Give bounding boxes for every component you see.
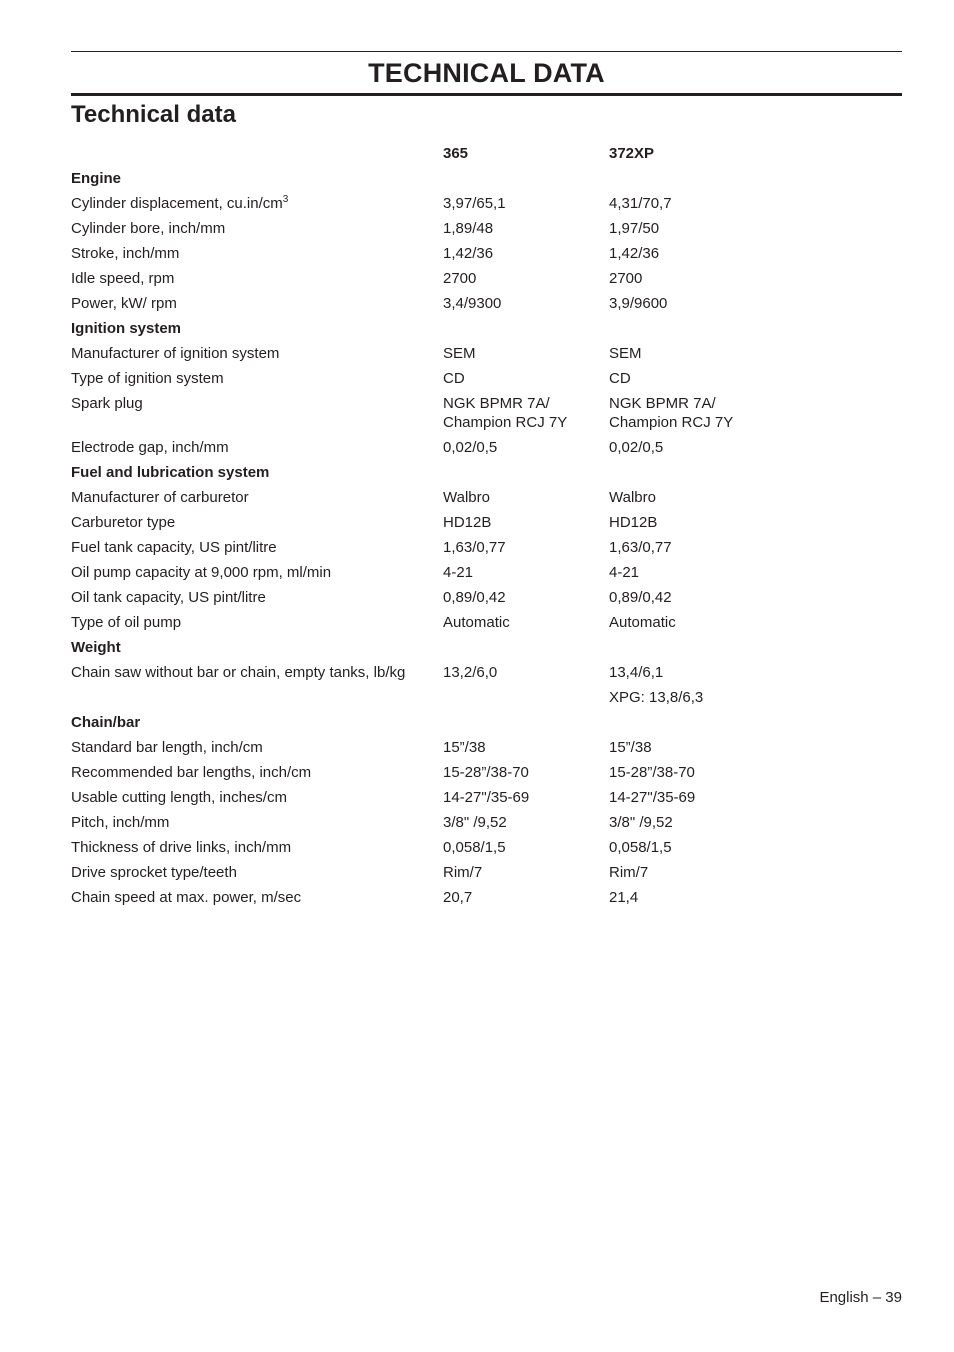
value-372xp: 2700	[609, 270, 643, 287]
table-row	[71, 510, 831, 535]
table-row	[71, 435, 831, 460]
row-label: Type of oil pump	[71, 614, 182, 631]
value-372xp: 3/8" /9,52	[609, 814, 673, 831]
value-365: CD	[443, 370, 465, 387]
row-label: Thickness of drive links, inch/mm	[71, 839, 292, 856]
row-label-empty	[71, 688, 443, 707]
table-row	[71, 610, 831, 635]
value-372xp: Walbro	[609, 489, 656, 506]
table-row	[71, 341, 831, 366]
header-rule	[71, 93, 902, 96]
value-372xp: 4,31/70,7	[609, 195, 672, 212]
table-row	[71, 191, 831, 216]
row-label: Spark plug	[71, 395, 143, 412]
table-row	[71, 860, 831, 885]
value-372xp: 1,63/0,77	[609, 539, 672, 556]
value-365: 0,02/0,5	[443, 439, 498, 456]
value-372xp: 21,4	[609, 889, 639, 906]
value-372xp: 0,02/0,5	[609, 439, 664, 456]
value-365: 0,058/1,5	[443, 839, 506, 856]
section-header: TECHNICAL DATA	[368, 58, 605, 88]
value-372xp	[609, 394, 809, 432]
header-blank	[71, 144, 443, 163]
table-row	[71, 216, 831, 241]
category-engine	[71, 166, 831, 191]
row-label	[71, 194, 443, 213]
table-row	[71, 660, 831, 685]
row-label: Fuel tank capacity, US pint/litre	[71, 539, 277, 556]
value-372xp: HD12B	[609, 514, 658, 531]
row-label: Stroke, inch/mm	[71, 245, 180, 262]
value-line: Champion RCJ 7Y	[609, 414, 734, 431]
value-365: HD12B	[443, 514, 492, 531]
value-365: 3,4/9300	[443, 295, 502, 312]
table-row	[71, 391, 831, 435]
table-row	[71, 366, 831, 391]
value-365: 15-28”/38-70	[443, 764, 529, 781]
page-number: English – 39	[819, 1289, 902, 1306]
value-372xp: 15”/38	[609, 739, 652, 756]
value-365: Walbro	[443, 489, 490, 506]
value-372xp: Automatic	[609, 614, 676, 631]
value-365: 2700	[443, 270, 477, 287]
row-label: Standard bar length, inch/cm	[71, 739, 263, 756]
value-372xp: XPG: 13,8/6,3	[609, 689, 704, 706]
category-chain-bar	[71, 710, 831, 735]
table-row	[71, 291, 831, 316]
table-row	[71, 735, 831, 760]
table-row	[71, 810, 831, 835]
row-label: Electrode gap, inch/mm	[71, 439, 229, 456]
row-label: Drive sprocket type/teeth	[71, 864, 237, 881]
value-365: 1,63/0,77	[443, 539, 506, 556]
value-365: SEM	[443, 345, 476, 362]
value-365-empty	[443, 688, 609, 707]
table-row	[71, 760, 831, 785]
value-365: Automatic	[443, 614, 510, 631]
category-label: Ignition system	[71, 320, 182, 337]
row-label: Manufacturer of carburetor	[71, 489, 249, 506]
row-label: Chain speed at max. power, m/sec	[71, 889, 302, 906]
table-row	[71, 241, 831, 266]
row-label: Chain saw without bar or chain, empty tanks, lb/kg	[71, 664, 406, 681]
category-ignition	[71, 316, 831, 341]
value-372xp: 0,058/1,5	[609, 839, 672, 856]
value-372xp: SEM	[609, 345, 642, 362]
category-label: Engine	[71, 170, 122, 187]
value-372xp: 1,42/36	[609, 245, 660, 262]
value-line: NGK BPMR 7A/	[609, 395, 716, 412]
row-label: Pitch, inch/mm	[71, 814, 170, 831]
table-row	[71, 785, 831, 810]
row-label: Oil tank capacity, US pint/litre	[71, 589, 266, 606]
category-fuel	[71, 460, 831, 485]
value-365: Rim/7	[443, 864, 483, 881]
value-365: 1,42/36	[443, 245, 494, 262]
table-row	[71, 585, 831, 610]
row-label-text: Cylinder displacement, cu.in/cm	[71, 195, 283, 212]
column-header-365: 365	[443, 145, 469, 162]
value-372xp: 1,97/50	[609, 220, 660, 237]
value-365: 3,97/65,1	[443, 195, 506, 212]
table-row	[71, 835, 831, 860]
table-row	[71, 685, 831, 710]
value-372xp: 0,89/0,42	[609, 589, 672, 606]
row-label: Manufacturer of ignition system	[71, 345, 280, 362]
column-header-372xp: 372XP	[609, 145, 655, 162]
page-title: Technical data	[71, 101, 236, 128]
row-label: Carburetor type	[71, 514, 176, 531]
table-row	[71, 485, 831, 510]
row-label: Recommended bar lengths, inch/cm	[71, 764, 312, 781]
value-365: 0,89/0,42	[443, 589, 506, 606]
value-365: 4-21	[443, 564, 474, 581]
row-label: Power, kW/ rpm	[71, 295, 177, 312]
category-label: Weight	[71, 639, 121, 656]
row-label: Oil pump capacity at 9,000 rpm, ml/min	[71, 564, 332, 581]
spec-table	[71, 141, 831, 910]
value-365: 1,89/48	[443, 220, 494, 237]
value-365: 3/8" /9,52	[443, 814, 507, 831]
row-label: Usable cutting length, inches/cm	[71, 789, 287, 806]
value-365	[443, 394, 609, 432]
category-weight	[71, 635, 831, 660]
value-line: Champion RCJ 7Y	[443, 414, 568, 431]
row-label: Cylinder bore, inch/mm	[71, 220, 226, 237]
value-372xp: 14-27"/35-69	[609, 789, 696, 806]
table-row	[71, 266, 831, 291]
table-row	[71, 885, 831, 910]
value-372xp: 4-21	[609, 564, 640, 581]
value-365: 14-27"/35-69	[443, 789, 530, 806]
top-rule	[71, 51, 902, 52]
superscript: 3	[282, 194, 289, 205]
value-372xp: 15-28”/38-70	[609, 764, 695, 781]
category-label: Fuel and lubrication system	[71, 464, 270, 481]
value-372xp: 13,4/6,1	[609, 664, 664, 681]
value-372xp: Rim/7	[609, 864, 649, 881]
column-header-row	[71, 141, 831, 166]
table-row	[71, 560, 831, 585]
row-label: Idle speed, rpm	[71, 270, 175, 287]
value-365: 15”/38	[443, 739, 486, 756]
value-372xp: 3,9/9600	[609, 295, 668, 312]
value-line: NGK BPMR 7A/	[443, 395, 550, 412]
table-row	[71, 535, 831, 560]
value-365: 13,2/6,0	[443, 664, 498, 681]
value-365: 20,7	[443, 889, 473, 906]
row-label: Type of ignition system	[71, 370, 224, 387]
value-372xp: CD	[609, 370, 631, 387]
category-label: Chain/bar	[71, 714, 141, 731]
